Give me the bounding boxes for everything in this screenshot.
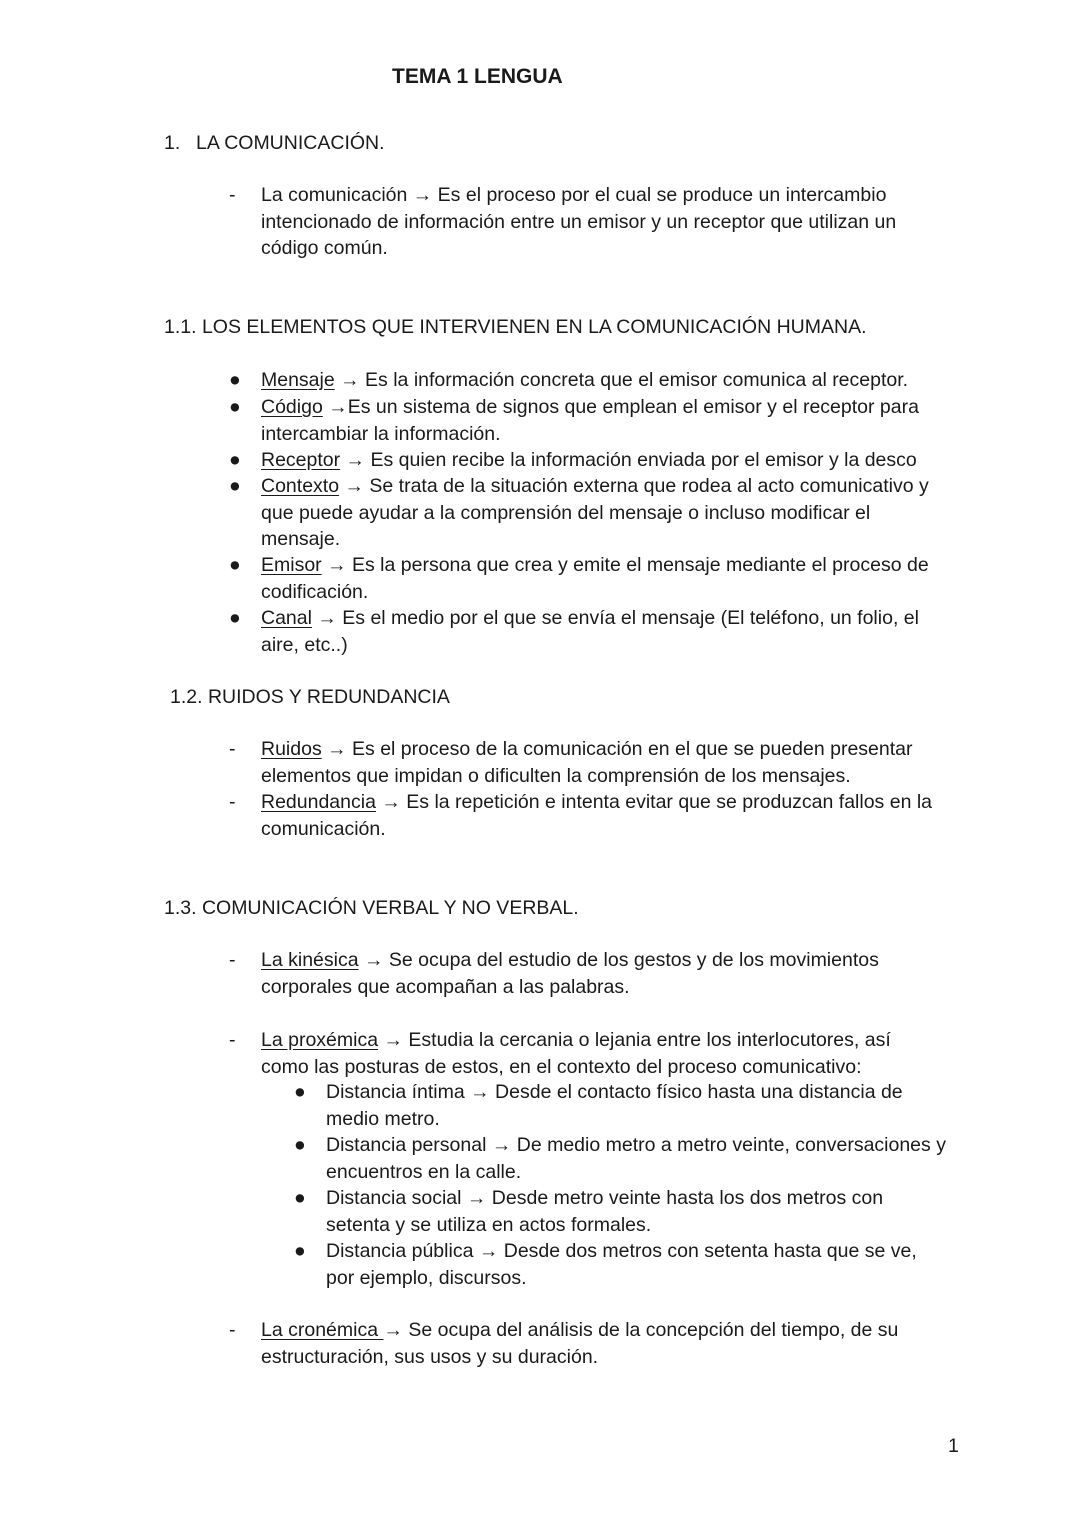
bullet-marker: ● bbox=[229, 475, 241, 497]
list-item bbox=[261, 789, 961, 842]
term-receptor: Receptor bbox=[261, 449, 341, 471]
term-contexto: Contexto bbox=[261, 475, 340, 497]
list-item bbox=[261, 394, 951, 447]
list-item bbox=[261, 1027, 921, 1080]
section-1-number: 1. bbox=[164, 132, 181, 154]
list-item bbox=[261, 447, 961, 474]
section-1-3-heading: 1.3. COMUNICACIÓN VERBAL Y NO VERBAL. bbox=[164, 897, 579, 919]
distance-publica: Distancia pública → Desde dos metros con setenta hasta que se ve, por ejemplo, discursos. bbox=[326, 1240, 917, 1289]
bullet-marker: ● bbox=[294, 1081, 306, 1103]
definition-redundancia: → Es la repetición e intenta evitar que se produzcan fallos en la comunicación. bbox=[261, 791, 933, 840]
list-item bbox=[261, 1317, 921, 1370]
list-item bbox=[261, 736, 941, 789]
bullet-marker: ● bbox=[229, 449, 241, 471]
term-emisor: Emisor bbox=[261, 554, 322, 576]
section-1-heading: LA COMUNICACIÓN. bbox=[196, 132, 385, 154]
definition-cronemica: → Se ocupa del análisis de la concepción del tiempo, de su estructuración, sus usos y su duración. bbox=[261, 1319, 899, 1368]
list-item bbox=[261, 367, 961, 394]
dash-marker: - bbox=[229, 738, 236, 760]
term-codigo: Código bbox=[261, 396, 323, 418]
term-ruidos: Ruidos bbox=[261, 738, 322, 760]
definition-mensaje: → Es la información concreta que el emisor comunica al receptor. bbox=[334, 369, 909, 391]
distance-social: Distancia social → Desde metro veinte hasta los dos metros con setenta y se utiliza en actos formales. bbox=[326, 1187, 884, 1236]
bullet-marker: ● bbox=[294, 1240, 306, 1262]
term-proxemica: La proxémica bbox=[261, 1029, 379, 1051]
definition-codigo: →Es un sistema de signos que emplean el emisor y el receptor para intercambiar la información. bbox=[261, 396, 919, 445]
list-item bbox=[261, 552, 951, 605]
bullet-marker: ● bbox=[294, 1187, 306, 1209]
distance-intima: Distancia íntima → Desde el contacto físico hasta una distancia de medio metro. bbox=[326, 1081, 903, 1130]
section-1-1-heading: 1.1. LOS ELEMENTOS QUE INTERVIENEN EN LA COMUNICACIÓN HUMANA. bbox=[164, 316, 867, 338]
distance-personal: Distancia personal → De medio metro a metro veinte, conversaciones y encuentros en la calle. bbox=[326, 1134, 946, 1183]
list-item bbox=[261, 947, 911, 1000]
definition-emisor: → Es la persona que crea y emite el mensaje mediante el proceso de codificación. bbox=[261, 554, 929, 603]
page-title: TEMA 1 LENGUA bbox=[392, 65, 563, 88]
section-1-2-heading: 1.2. RUIDOS Y REDUNDANCIA bbox=[170, 686, 450, 708]
term-canal: Canal bbox=[261, 607, 312, 629]
definition-ruidos: → Es el proceso de la comunicación en el que se pueden presentar elementos que impidan o dificulten la comprensión de los mensajes. bbox=[261, 738, 913, 787]
list-item bbox=[261, 605, 951, 658]
term-cronemica: La cronémica bbox=[261, 1319, 384, 1341]
list-item bbox=[261, 473, 951, 553]
definition-contexto: → Se trata de la situación externa que rodea al acto comunicativo y que puede ayudar a la comprensión del mensaje o incluso modificar el mensaje. bbox=[261, 475, 929, 550]
definition-kinesica: → Se ocupa del estudio de los gestos y de los movimientos corporales que acompañan a las palabras. bbox=[261, 949, 879, 998]
term-mensaje: Mensaje bbox=[261, 369, 335, 391]
dash-marker: - bbox=[229, 791, 236, 813]
dash-marker: - bbox=[229, 184, 236, 206]
definition-comunicacion: La comunicación → Es el proceso por el cual se produce un intercambio intencionado de información entre un emisor y un receptor que utilizan un código común. bbox=[261, 184, 897, 259]
definition-proxemica: → Estudia la cercania o lejania entre los interlocutores, así como las posturas de estos, en el contexto del proceso comunicativo: bbox=[261, 1029, 891, 1078]
bullet-marker: ● bbox=[229, 607, 241, 629]
bullet-marker: ● bbox=[294, 1134, 306, 1156]
page-number: 1 bbox=[948, 1435, 959, 1457]
definition-receptor: → Es quien recibe la información enviada por el emisor y la desco bbox=[340, 449, 917, 471]
term-redundancia: Redundancia bbox=[261, 791, 376, 813]
bullet-marker: ● bbox=[229, 369, 241, 391]
dash-marker: - bbox=[229, 1029, 236, 1051]
dash-marker: - bbox=[229, 949, 236, 971]
bullet-marker: ● bbox=[229, 554, 241, 576]
dash-marker: - bbox=[229, 1319, 236, 1341]
term-kinesica: La kinésica bbox=[261, 949, 359, 971]
bullet-marker: ● bbox=[229, 396, 241, 418]
definition-canal: → Es el medio por el que se envía el mensaje (El teléfono, un folio, el aire, etc..) bbox=[261, 607, 919, 656]
